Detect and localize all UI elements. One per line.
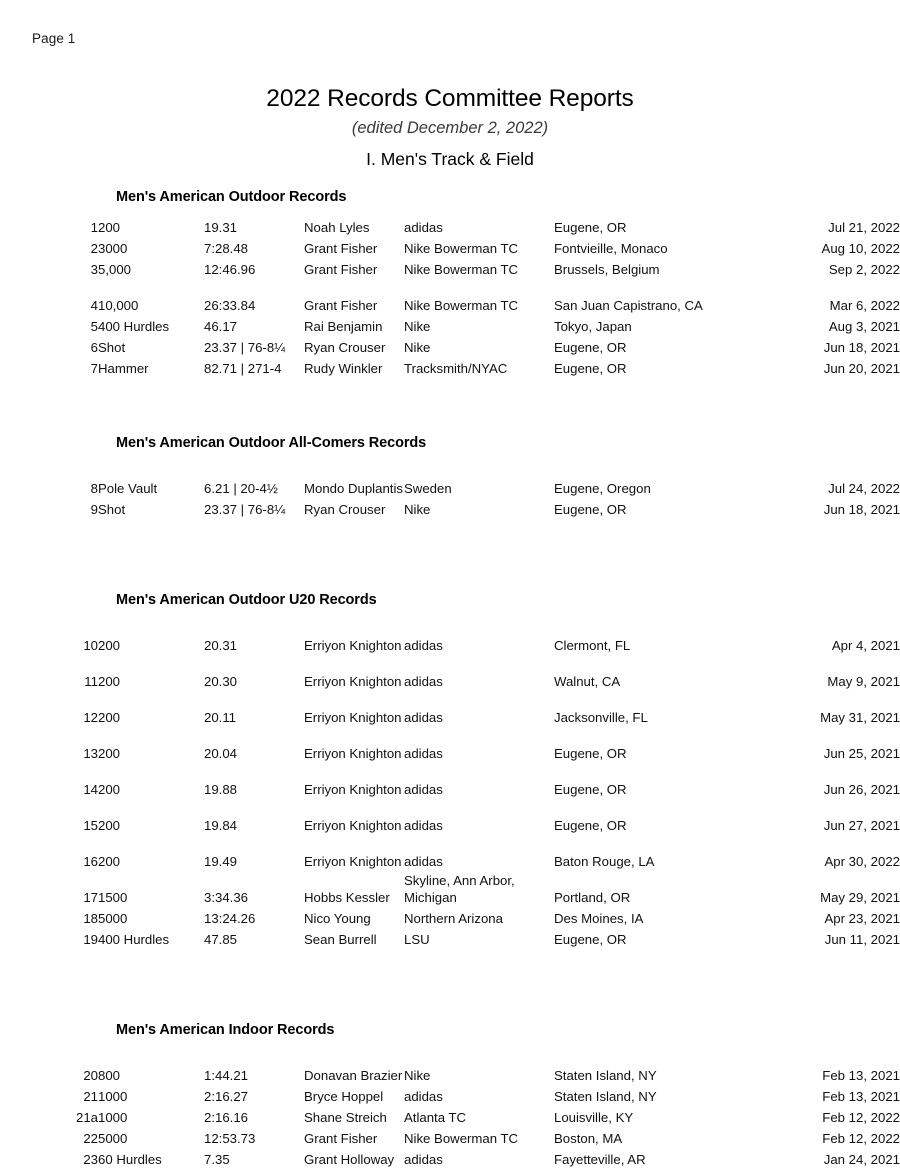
- record-date: Apr 4, 2021: [831, 637, 900, 653]
- record-event: 200: [98, 709, 121, 725]
- record-number: 23: [83, 1151, 98, 1167]
- table-row: [0, 690, 900, 726]
- record-location: San Juan Capistrano, CA: [554, 297, 703, 313]
- document-subtitle: (edited December 2, 2022): [351, 118, 549, 137]
- record-event: 200: [98, 781, 121, 797]
- records-group-heading: Men's American Outdoor Records: [116, 189, 347, 206]
- group-spacer: [0, 518, 900, 574]
- record-location: Louisville, KY: [554, 1109, 634, 1125]
- table-row: [0, 726, 900, 762]
- record-event: 200: [98, 817, 121, 833]
- record-affiliation: adidas: [404, 1088, 443, 1104]
- record-number: 6: [90, 339, 98, 355]
- records-group-heading: Men's American Outdoor U20 Records: [116, 592, 377, 609]
- record-date: Jun 11, 2021: [824, 931, 900, 947]
- record-number: 2: [90, 240, 98, 256]
- record-event: 1500: [98, 889, 128, 905]
- record-date: Aug 3, 2021: [828, 318, 900, 334]
- record-affiliation: Nike: [404, 339, 431, 355]
- record-number: 12: [83, 709, 98, 725]
- record-athlete: Erriyon Knighton: [304, 709, 402, 725]
- record-location: Eugene, OR: [554, 339, 627, 355]
- record-athlete: Erriyon Knighton: [304, 853, 402, 869]
- record-athlete: Erriyon Knighton: [304, 817, 402, 833]
- record-location: Eugene, OR: [554, 817, 627, 833]
- record-mark: 3:34.36: [204, 889, 248, 905]
- record-athlete: Nico Young: [304, 910, 371, 926]
- record-number: 15: [83, 817, 98, 833]
- record-affiliation: Tracksmith/NYAC: [404, 360, 508, 376]
- record-athlete: Ryan Crouser: [304, 501, 386, 517]
- records-groups-container: [0, 189, 900, 1168]
- record-location: Jacksonville, FL: [554, 709, 648, 725]
- records-table: [0, 461, 900, 518]
- table-row: [0, 236, 900, 257]
- record-location: Staten Island, NY: [554, 1088, 657, 1104]
- record-location: Eugene, OR: [554, 931, 627, 947]
- record-affiliation: adidas: [404, 219, 443, 235]
- record-mark: 19.88: [204, 781, 238, 797]
- record-number: 1: [90, 219, 98, 235]
- record-date: Mar 6, 2022: [829, 297, 900, 313]
- record-athlete: Hobbs Kessler: [304, 889, 390, 905]
- record-mark: 1:44.21: [204, 1067, 248, 1083]
- record-number: 18: [83, 910, 98, 926]
- table-row: [0, 215, 900, 236]
- record-athlete: Donavan Brazier: [304, 1067, 403, 1083]
- record-event: 5000: [98, 910, 128, 926]
- record-date: May 29, 2021: [820, 889, 900, 905]
- record-date: Jul 24, 2022: [828, 480, 900, 496]
- table-row: [0, 497, 900, 518]
- records-group: [0, 435, 900, 518]
- record-athlete: Rudy Winkler: [304, 360, 383, 376]
- record-number: 4: [90, 297, 98, 313]
- table-row: [0, 257, 900, 278]
- document-body: [0, 85, 900, 1168]
- record-affiliation: Sweden: [404, 480, 452, 496]
- record-location: Eugene, OR: [554, 360, 627, 376]
- table-row: [0, 356, 900, 377]
- record-athlete: Grant Fisher: [304, 1130, 378, 1146]
- record-location: Clermont, FL: [554, 637, 631, 653]
- record-location: Des Moines, IA: [554, 910, 644, 926]
- record-date: Apr 30, 2022: [824, 853, 900, 869]
- record-number: 11: [84, 673, 98, 689]
- record-athlete: Grant Holloway: [304, 1151, 395, 1167]
- record-mark: 12:46.96: [204, 261, 256, 277]
- record-mark: 20.30: [204, 673, 238, 689]
- records-table: [0, 215, 900, 377]
- record-mark: 6.21 | 20-4½: [204, 480, 278, 496]
- record-mark: 46.17: [204, 318, 238, 334]
- group-spacer: [0, 377, 900, 417]
- record-date: Feb 13, 2021: [822, 1088, 900, 1104]
- record-date: Sep 2, 2022: [828, 261, 900, 277]
- record-affiliation: Nike Bowerman TC: [404, 240, 519, 256]
- table-row: [0, 1105, 900, 1126]
- record-location: Boston, MA: [554, 1130, 623, 1146]
- record-date: Feb 13, 2021: [822, 1067, 900, 1083]
- records-group: [0, 592, 900, 948]
- record-athlete: Sean Burrell: [304, 931, 377, 947]
- record-athlete: Grant Fisher: [304, 297, 378, 313]
- record-event: 200: [98, 673, 121, 689]
- record-mark: 23.37 | 76-8¼: [204, 339, 286, 355]
- record-date: Jun 18, 2021: [823, 501, 900, 517]
- table-row: [0, 834, 900, 870]
- record-mark: 2:16.16: [204, 1109, 248, 1125]
- record-event: 60 Hurdles: [98, 1151, 162, 1167]
- record-athlete: Shane Streich: [304, 1109, 387, 1125]
- record-event: Shot: [98, 339, 126, 355]
- record-athlete: Erriyon Knighton: [304, 637, 402, 653]
- record-affiliation: Nike: [404, 501, 431, 517]
- record-mark: 23.37 | 76-8¼: [204, 501, 286, 517]
- record-event: 200: [98, 853, 121, 869]
- record-number: 8: [90, 480, 98, 496]
- record-affiliation: Nike: [404, 318, 431, 334]
- record-number: 21: [83, 1088, 98, 1104]
- record-date: May 31, 2021: [820, 709, 900, 725]
- record-athlete: Bryce Hoppel: [304, 1088, 384, 1104]
- record-event: 200: [98, 637, 121, 653]
- record-affiliation: Nike: [404, 1067, 431, 1083]
- document-section-title: I. Men's Track & Field: [366, 149, 534, 170]
- records-table: [0, 618, 900, 948]
- record-event: 400 Hurdles: [98, 931, 170, 947]
- record-date: Jun 25, 2021: [823, 745, 900, 761]
- record-mark: 2:16.27: [204, 1088, 248, 1104]
- record-number: 19: [83, 931, 98, 947]
- record-number: 13: [83, 745, 98, 761]
- record-affiliation: LSU: [404, 931, 430, 947]
- record-date: Jun 20, 2021: [823, 360, 900, 376]
- record-affiliation: Nike Bowerman TC: [404, 297, 519, 313]
- record-athlete: Erriyon Knighton: [304, 745, 402, 761]
- record-mark: 82.71 | 271-4: [204, 360, 282, 376]
- record-affiliation: adidas: [404, 709, 443, 725]
- record-event: Hammer: [98, 360, 149, 376]
- record-affiliation: Atlanta TC: [404, 1109, 467, 1125]
- record-event: 5000: [98, 1130, 128, 1146]
- table-row: [0, 278, 900, 314]
- record-mark: 7.35: [204, 1151, 230, 1167]
- record-number: 22: [83, 1130, 98, 1146]
- record-event: 1000: [98, 1109, 128, 1125]
- record-location: Fayetteville, AR: [554, 1151, 646, 1167]
- record-event: Shot: [98, 501, 126, 517]
- record-number: 10: [83, 637, 98, 653]
- record-affiliation: adidas: [404, 817, 443, 833]
- record-date: May 9, 2021: [827, 673, 900, 689]
- record-date: Feb 12, 2022: [822, 1109, 900, 1125]
- table-row: [0, 870, 900, 906]
- table-row: [0, 1048, 900, 1084]
- record-athlete: Mondo Duplantis: [304, 480, 403, 496]
- table-row: [0, 618, 900, 654]
- table-row: [0, 1126, 900, 1147]
- record-event: 200: [98, 219, 121, 235]
- record-date: Jan 24, 2021: [823, 1151, 900, 1167]
- record-mark: 26:33.84: [204, 297, 256, 313]
- record-location: Staten Island, NY: [554, 1067, 657, 1083]
- record-number: 16: [83, 853, 98, 869]
- record-location: Baton Rouge, LA: [554, 853, 655, 869]
- record-number: 17: [83, 889, 98, 905]
- record-event: 800: [98, 1067, 121, 1083]
- records-table: [0, 1048, 900, 1168]
- record-mark: 13:24.26: [204, 910, 256, 926]
- record-affiliation: Skyline, Ann Arbor, Michigan: [404, 872, 515, 905]
- record-affiliation: adidas: [404, 745, 443, 761]
- record-number: 7: [90, 360, 98, 376]
- record-athlete: Erriyon Knighton: [304, 781, 402, 797]
- record-event: Pole Vault: [98, 480, 158, 496]
- table-row: [0, 927, 900, 948]
- record-affiliation: Nike Bowerman TC: [404, 1130, 519, 1146]
- record-athlete: Erriyon Knighton: [304, 673, 402, 689]
- record-athlete: Grant Fisher: [304, 261, 378, 277]
- record-affiliation: adidas: [404, 637, 443, 653]
- record-number: 21a: [75, 1109, 98, 1125]
- record-mark: 19.84: [204, 817, 238, 833]
- record-date: Jul 21, 2022: [828, 219, 900, 235]
- record-number: 3: [90, 261, 98, 277]
- record-mark: 19.31: [204, 219, 238, 235]
- record-mark: 20.04: [204, 745, 238, 761]
- record-affiliation: adidas: [404, 673, 443, 689]
- record-location: Fontvieille, Monaco: [554, 240, 668, 256]
- table-row: [0, 762, 900, 798]
- record-affiliation: Nike Bowerman TC: [404, 261, 519, 277]
- record-date: Aug 10, 2022: [821, 240, 900, 256]
- record-date: Feb 12, 2022: [822, 1130, 900, 1146]
- page-number-label: Page 1: [32, 31, 76, 46]
- record-mark: 7:28.48: [204, 240, 248, 256]
- record-location: Portland, OR: [554, 889, 631, 905]
- record-number: 20: [83, 1067, 98, 1083]
- record-athlete: Noah Lyles: [304, 219, 370, 235]
- record-mark: 20.11: [204, 709, 237, 725]
- record-athlete: Ryan Crouser: [304, 339, 386, 355]
- record-athlete: Grant Fisher: [304, 240, 378, 256]
- table-row: [0, 654, 900, 690]
- record-event: 10,000: [98, 297, 139, 313]
- records-group-heading: Men's American Indoor Records: [116, 1022, 335, 1039]
- document-title: 2022 Records Committee Reports: [266, 85, 634, 112]
- record-location: Brussels, Belgium: [554, 261, 660, 277]
- record-location: Eugene, Oregon: [554, 480, 651, 496]
- record-location: Tokyo, Japan: [554, 318, 632, 334]
- record-affiliation: adidas: [404, 781, 443, 797]
- record-event: 3000: [98, 240, 128, 256]
- record-date: Apr 23, 2021: [824, 910, 900, 926]
- record-mark: 12:53.73: [204, 1130, 256, 1146]
- record-affiliation: adidas: [404, 1151, 443, 1167]
- table-row: [0, 1084, 900, 1105]
- records-group: [0, 1022, 900, 1168]
- record-date: Jun 26, 2021: [823, 781, 900, 797]
- record-location: Walnut, CA: [554, 673, 621, 689]
- record-event: 400 Hurdles: [98, 318, 170, 334]
- record-location: Eugene, OR: [554, 781, 627, 797]
- records-group-heading: Men's American Outdoor All-Comers Records: [116, 435, 427, 452]
- table-row: [0, 906, 900, 927]
- record-number: 14: [83, 781, 98, 797]
- record-event: 200: [98, 745, 121, 761]
- record-mark: 20.31: [204, 637, 238, 653]
- record-location: Eugene, OR: [554, 745, 627, 761]
- records-group: [0, 189, 900, 377]
- record-date: Jun 18, 2021: [823, 339, 900, 355]
- group-spacer: [0, 948, 900, 1004]
- table-row: [0, 798, 900, 834]
- table-row: [0, 335, 900, 356]
- record-mark: 47.85: [204, 931, 238, 947]
- record-event: 5,000: [98, 261, 132, 277]
- record-location: Eugene, OR: [554, 501, 627, 517]
- record-affiliation: Northern Arizona: [404, 910, 503, 926]
- record-event: 1000: [98, 1088, 128, 1104]
- record-location: Eugene, OR: [554, 219, 627, 235]
- record-date: Jun 27, 2021: [823, 817, 900, 833]
- table-row: [0, 314, 900, 335]
- table-row: [0, 461, 900, 497]
- record-mark: 19.49: [204, 853, 238, 869]
- record-affiliation: adidas: [404, 853, 443, 869]
- record-number: 9: [90, 501, 98, 517]
- record-athlete: Rai Benjamin: [304, 318, 383, 334]
- record-number: 5: [90, 318, 98, 334]
